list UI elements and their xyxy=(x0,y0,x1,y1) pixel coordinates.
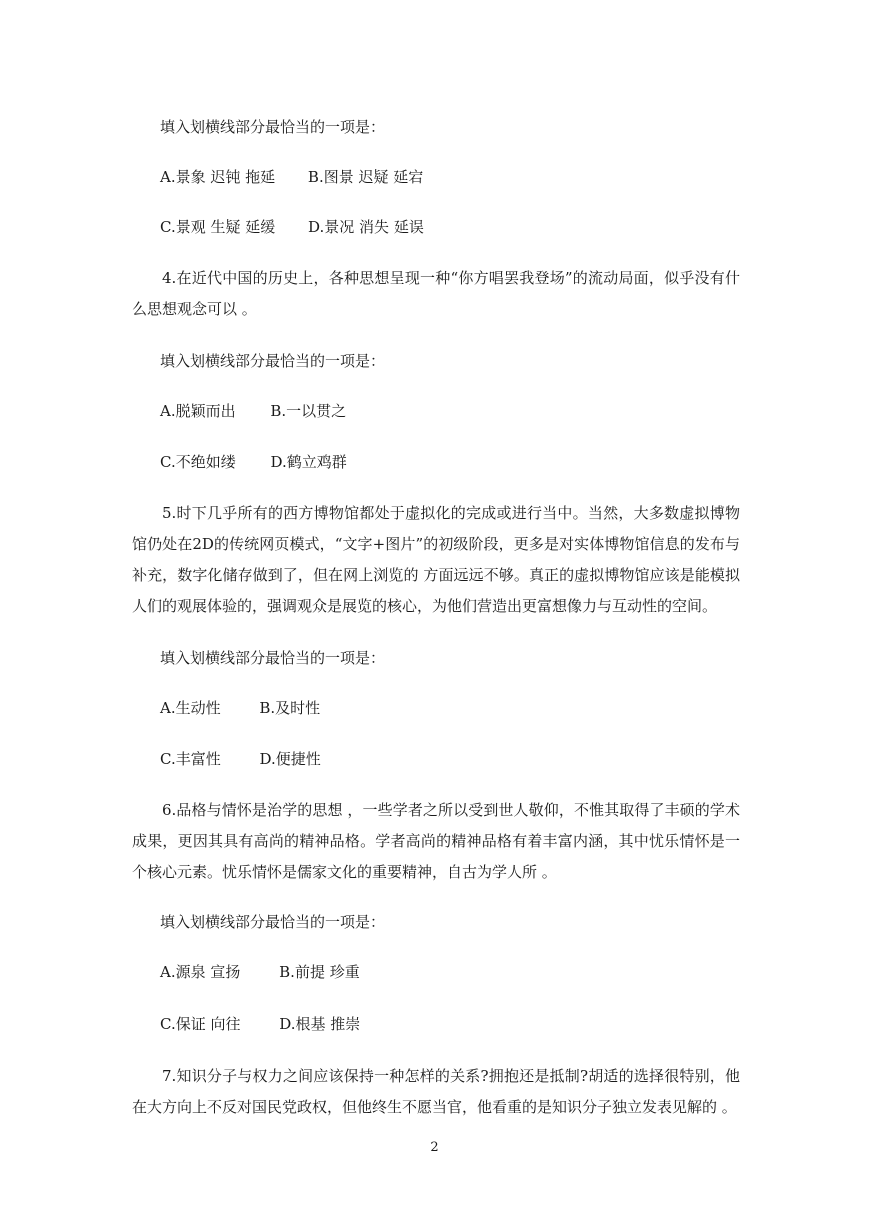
question-7-text: 7.知识分子与权力之间应该保持一种怎样的关系?拥抱还是抵制?胡适的选择很特别，他在大方向上不反对国民党政权，但他终生不愿当官，他看重的是知识分子独立发表见解的 。 xyxy=(132,1067,740,1116)
q4-option-b: B.一以贯之 xyxy=(270,402,347,420)
q4-option-c: C.不绝如缕 xyxy=(160,453,236,471)
q4-option-a: A.脱颖而出 xyxy=(160,402,236,420)
q5-option-d: D.便捷性 xyxy=(259,750,321,768)
question-prompt: 填入划横线部分最恰当的一项是： xyxy=(160,118,386,136)
question-5-text: 5.时下几乎所有的西方博物馆都处于虚拟化的完成或进行当中。当然，大多数虚拟博物馆仍处在2D的传统网页模式，“文字+图片”的初级阶段，更多是对实体博物馆信息的发布与补充，数字化储存做到了，但在网上浏览的 方面远远不够。真正的虚拟博物馆应该是能模拟人们的观展体验的，强调观众是展览的核心，为他们营造出更富想像力与互动性的空间。 xyxy=(132,504,740,615)
q6-option-c: C.保证 向往 xyxy=(160,1015,241,1033)
q3-option-b: B.图景 迟疑 延宕 xyxy=(307,168,424,186)
q5-option-b: B.及时性 xyxy=(259,699,321,717)
q3-options-row-2 xyxy=(160,217,424,237)
q5-option-c: C.丰富性 xyxy=(160,750,221,768)
page-number: 2 xyxy=(430,1140,439,1155)
q4-options-row-2 xyxy=(160,452,347,472)
q6-option-b: B.前提 珍重 xyxy=(279,963,360,981)
question-prompt: 填入划横线部分最恰当的一项是： xyxy=(160,649,386,667)
q6-option-d: D.根基 推崇 xyxy=(279,1015,361,1033)
q3-option-c: C.景观 生疑 延缓 xyxy=(160,218,276,236)
q5-options-row-1 xyxy=(160,698,320,718)
q3-options-row-1 xyxy=(160,167,423,187)
q4-option-d: D.鹤立鸡群 xyxy=(270,453,347,471)
question-prompt: 填入划横线部分最恰当的一项是： xyxy=(160,913,386,931)
question-prompt: 填入划横线部分最恰当的一项是： xyxy=(160,352,386,370)
question-6-text: 6.品格与情怀是治学的思想 ，一些学者之所以受到世人敬仰，不惟其取得了丰硕的学术成果，更因其具有高尚的精神品格。学者高尚的精神品格有着丰富内涵，其中忧乐情怀是一个核心元素。忧乐情怀是儒家文化的重要精神，自古为学人所 。 xyxy=(132,801,740,881)
q6-options-row-1 xyxy=(160,962,360,982)
q6-option-a: A.源泉 宣扬 xyxy=(160,963,241,981)
q5-options-row-2 xyxy=(160,749,321,769)
q4-options-row-1 xyxy=(160,401,346,421)
q3-option-d: D.景况 消失 延误 xyxy=(308,218,424,236)
q3-option-a: A.景象 迟钝 拖延 xyxy=(160,168,276,186)
q5-option-a: A.生动性 xyxy=(160,699,221,717)
q6-options-row-2 xyxy=(160,1014,360,1034)
question-4-text: 4.在近代中国的历史上，各种思想呈现一种“你方唱罢我登场”的流动局面，似乎没有什么思想观念可以 。 xyxy=(132,269,740,318)
